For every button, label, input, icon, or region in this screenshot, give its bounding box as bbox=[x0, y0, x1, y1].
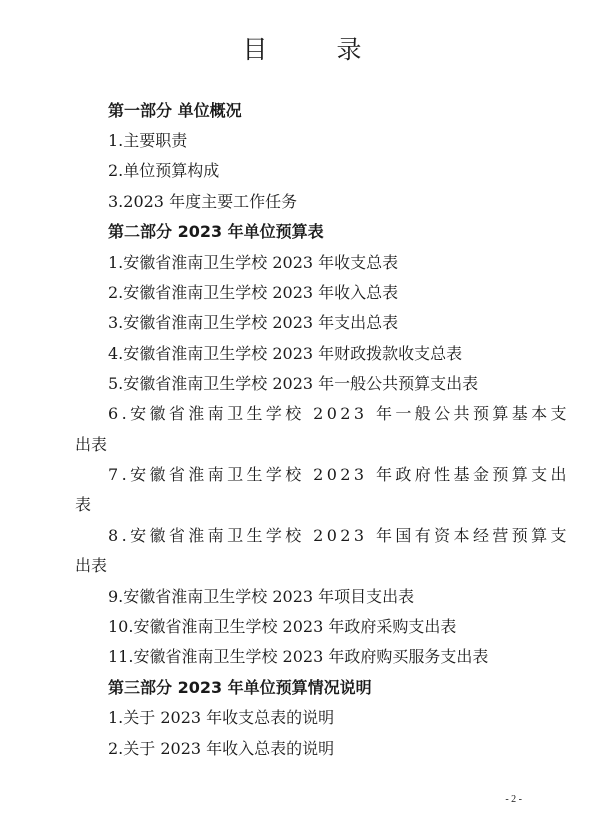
page-number: - 2 - bbox=[505, 794, 522, 805]
toc-section-heading-1[interactable]: 第一部分 单位概况 bbox=[108, 101, 242, 120]
toc-item[interactable]: 3.安徽省淮南卫生学校 2023 年支出总表 bbox=[108, 313, 399, 332]
toc-item[interactable]: 1.安徽省淮南卫生学校 2023 年收支总表 bbox=[108, 253, 399, 272]
toc-section-heading-2[interactable]: 第二部分 2023 年单位预算表 bbox=[108, 222, 324, 241]
toc-item-continuation[interactable]: 出表 bbox=[75, 556, 108, 575]
toc-item[interactable]: 3.2023 年度主要工作任务 bbox=[108, 192, 298, 211]
toc-item-continuation[interactable]: 表 bbox=[75, 495, 92, 514]
toc-item[interactable]: 6.安徽省淮南卫生学校 2023 年一般公共预算基本支 bbox=[108, 404, 570, 423]
toc-item[interactable]: 7.安徽省淮南卫生学校 2023 年政府性基金预算支出 bbox=[108, 465, 570, 484]
toc-item[interactable]: 2.关于 2023 年收入总表的说明 bbox=[108, 739, 335, 758]
toc-item[interactable]: 8.安徽省淮南卫生学校 2023 年国有资本经营预算支 bbox=[108, 526, 570, 545]
toc-item[interactable]: 2.单位预算构成 bbox=[108, 161, 220, 180]
toc-item-continuation[interactable]: 出表 bbox=[75, 435, 108, 454]
toc-item[interactable]: 2.安徽省淮南卫生学校 2023 年收入总表 bbox=[108, 283, 399, 302]
toc-item[interactable]: 11.安徽省淮南卫生学校 2023 年政府购买服务支出表 bbox=[108, 647, 489, 666]
toc-item[interactable]: 9.安徽省淮南卫生学校 2023 年项目支出表 bbox=[108, 587, 415, 606]
toc-item[interactable]: 10.安徽省淮南卫生学校 2023 年政府采购支出表 bbox=[108, 617, 457, 636]
toc-item[interactable]: 1.关于 2023 年收支总表的说明 bbox=[108, 708, 335, 727]
toc-section-heading-3[interactable]: 第三部分 2023 年单位预算情况说明 bbox=[108, 678, 372, 697]
toc-item[interactable]: 5.安徽省淮南卫生学校 2023 年一般公共预算支出表 bbox=[108, 374, 479, 393]
page-title: 目 录 bbox=[242, 35, 384, 64]
toc-item[interactable]: 1.主要职责 bbox=[108, 131, 188, 150]
toc-item[interactable]: 4.安徽省淮南卫生学校 2023 年财政拨款收支总表 bbox=[108, 344, 463, 363]
